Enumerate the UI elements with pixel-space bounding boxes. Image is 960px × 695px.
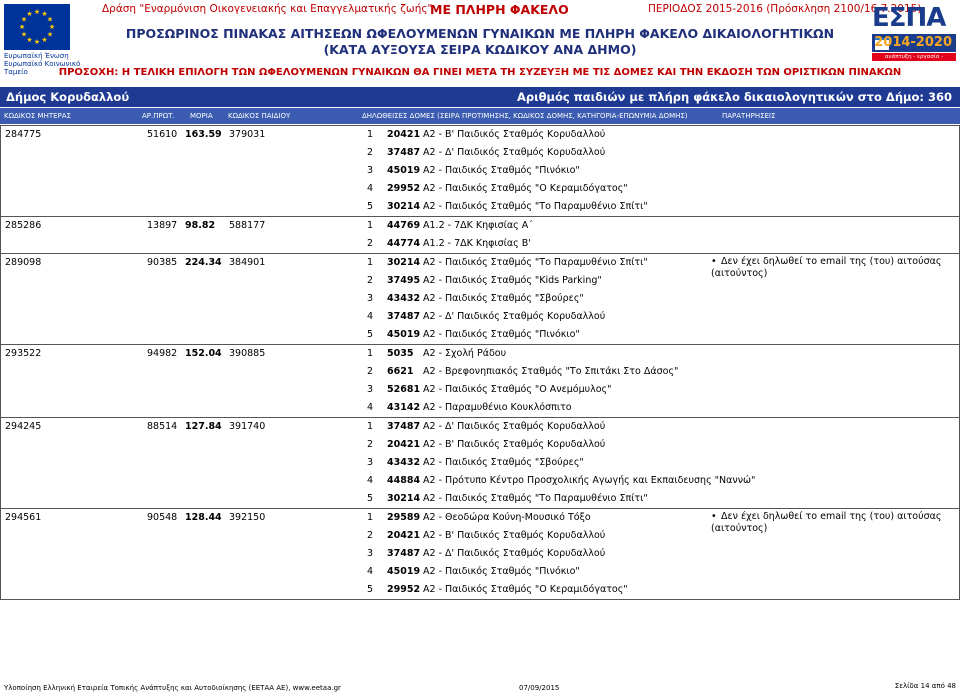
preference-rank: 2: [367, 366, 374, 377]
structure-name: Α2 - Δ' Παιδικός Σταθμός Κορυδαλλού: [423, 421, 606, 432]
preference-rank: 2: [367, 238, 374, 249]
preference-rank: 4: [367, 566, 374, 577]
child-code: 588177: [229, 220, 266, 231]
svg-text:★: ★: [46, 30, 54, 39]
structure-code: 45019: [387, 329, 421, 340]
table-row: [1, 418, 959, 436]
application-record: [1, 216, 959, 253]
score-value: 163.59: [185, 129, 222, 140]
structure-code: 29589: [387, 512, 421, 523]
preference-rank: 2: [367, 439, 374, 450]
protocol-number: 90548: [147, 512, 178, 523]
document-subtitle: (ΚΑΤΑ ΑΥΞΟΥΣΑ ΣΕΙΡΑ ΚΩΔΙΚΟΥ ΑΝΑ ΔΗΜΟ): [323, 42, 637, 57]
structure-name: Α2 - Παραμυθένιο Κουκλόσπιτο: [423, 402, 572, 413]
bullet-icon: •: [711, 256, 717, 267]
svg-text:★: ★: [20, 30, 28, 39]
espa-wordmark: ΕΣΠΑ: [872, 3, 946, 33]
preference-rank: 3: [367, 548, 374, 559]
structure-code: 20421: [387, 129, 421, 140]
col-protocol: ΑΡ.ΠΡΩΤ.: [142, 112, 175, 120]
applications-table: [0, 125, 960, 600]
structure-code: 29952: [387, 183, 421, 194]
structure-code: 44774: [387, 238, 421, 249]
structure-code: 44884: [387, 475, 421, 486]
structure-code: 30214: [387, 257, 421, 268]
preference-rank: 3: [367, 457, 374, 468]
svg-text:★: ★: [26, 36, 33, 44]
col-notes: ΠΑΡΑΤΗΡΗΣΕΙΣ: [722, 112, 776, 120]
period-label: ΠΕΡΙΟΔΟΣ 2015-2016 (Πρόσκληση 2100/16.7.2015): [648, 3, 922, 15]
application-record: [1, 344, 959, 417]
score-value: 224.34: [185, 257, 222, 268]
structure-code: 5035: [387, 348, 414, 359]
preference-rank: 1: [367, 257, 374, 268]
structure-name: Α2 - Παιδικός Σταθμός "Kids Parking": [423, 275, 602, 286]
preference-rank: 2: [367, 147, 374, 158]
svg-text:★: ★: [41, 36, 48, 44]
mother-code: 285286: [5, 220, 42, 231]
structure-code: 30214: [387, 201, 421, 212]
structure-code: 30214: [387, 493, 421, 504]
table-row: [1, 290, 959, 308]
remark-text: Δεν έχει δηλωθεί το email της (του) αιτούσας (αιτούντος): [711, 256, 942, 279]
table-column-headers: [0, 108, 960, 124]
preference-rank: 3: [367, 293, 374, 304]
svg-text:★: ★: [18, 23, 26, 31]
table-row: [1, 126, 959, 144]
application-record: [1, 417, 959, 508]
protocol-number: 94982: [147, 348, 178, 359]
structure-name: Α2 - Παιδικός Σταθμός "Σβούρες": [423, 293, 584, 304]
application-record: [1, 253, 959, 344]
document-title: ΠΡΟΣΩΡΙΝΟΣ ΠΙΝΑΚΑΣ ΑΙΤΗΣΕΩΝ ΩΦΕΛΟΥΜΕΝΩΝ ΓΥΝΑΙΚΩΝ ΜΕ ΠΛΗΡΗ ΦΑΚΕΛΟ ΔΙΚΑΙΟΛΟΓΗΤΙΚΩΝ: [125, 26, 835, 41]
footer-date: 07/09/2015: [519, 684, 560, 692]
eu-caption-line1: Ευρωπαϊκή Ένωση: [4, 52, 69, 60]
mother-code: 289098: [5, 257, 42, 268]
structure-name: Α2 - Β' Παιδικός Σταθμός Κορυδαλλού: [423, 129, 606, 140]
preference-rank: 4: [367, 475, 374, 486]
preference-rank: 4: [367, 402, 374, 413]
document-header: [0, 0, 960, 90]
structure-name: Α2 - Θεοδώρα Κούνη-Μουσικό Τόξο: [423, 512, 591, 523]
preference-rank: 5: [367, 329, 374, 340]
structure-code: 37487: [387, 548, 421, 559]
preference-rank: 4: [367, 311, 374, 322]
table-row: [1, 144, 959, 162]
preference-rank: 5: [367, 201, 374, 212]
structure-name: Α2 - Σχολή Ράδου: [423, 348, 507, 359]
svg-text:★: ★: [46, 15, 54, 24]
protocol-number: 51610: [147, 129, 178, 140]
mother-code: 294245: [5, 421, 42, 432]
structure-name: Α2 - Παιδικός Σταθμός "Ο Κεραμιδόγατος": [423, 584, 628, 595]
structure-code: 45019: [387, 566, 421, 577]
structure-code: 52681: [387, 384, 421, 395]
structure-name: Α1.2 - 7ΔΚ Κηφισίας Α΄: [423, 220, 533, 231]
mother-code: 294561: [5, 512, 42, 523]
table-row: [1, 563, 959, 581]
structure-name: Α2 - Παιδικός Σταθμός "Το Παραμυθένιο Σπίτι": [423, 257, 648, 268]
col-score: ΜΟΡΙΑ: [190, 112, 213, 120]
structure-code: 37487: [387, 147, 421, 158]
footer-company: Υλοποίηση Ελληνική Εταιρεία Τοπικής Ανάπτυξης και Αυτοδιοίκησης (ΕΕΤΑΑ ΑΕ), www.eetaa.gr: [4, 684, 341, 692]
child-code: 391740: [229, 421, 266, 432]
score-value: 127.84: [185, 421, 222, 432]
table-row: [1, 399, 959, 417]
preference-rank: 4: [367, 183, 374, 194]
preference-rank: 2: [367, 275, 374, 286]
preference-rank: 1: [367, 348, 374, 359]
table-row: [1, 217, 959, 235]
preference-rank: 1: [367, 512, 374, 523]
preference-rank: 3: [367, 165, 374, 176]
structure-code: 43432: [387, 293, 421, 304]
espa-years: 2014-2020: [874, 35, 952, 50]
preference-rank: 5: [367, 493, 374, 504]
structure-code: 43432: [387, 457, 421, 468]
table-row: [1, 198, 959, 216]
structure-name: Α2 - Παιδικός Σταθμός "Ο Κεραμιδόγατος": [423, 183, 628, 194]
child-code: 390885: [229, 348, 266, 359]
svg-text:★: ★: [41, 10, 48, 18]
table-row: [1, 326, 959, 344]
table-row: [1, 363, 959, 381]
structure-name: Α2 - Πρότυπο Κέντρο Προσχολικής Αγωγής και Εκπαιδευσης "Ναννώ": [423, 475, 756, 486]
table-row: [1, 381, 959, 399]
structure-code: 44769: [387, 220, 421, 231]
preference-rank: 1: [367, 129, 374, 140]
remarks-cell: [711, 511, 951, 535]
child-code: 392150: [229, 512, 266, 523]
espa-slogan: ανάπτυξη - εργασία - αλληλεγγύη: [872, 53, 956, 61]
espa-years-bar: [872, 34, 956, 52]
remarks-cell: [711, 256, 951, 280]
col-mother-code: ΚΩΔΙΚΟΣ ΜΗΤΕΡΑΣ: [4, 112, 71, 120]
structure-code: 43142: [387, 402, 421, 413]
structure-name: Α2 - Δ' Παιδικός Σταθμός Κορυδαλλού: [423, 147, 606, 158]
table-row: [1, 545, 959, 563]
structure-name: Α2 - Παιδικός Σταθμός "Ο Ανεμόμυλος": [423, 384, 612, 395]
structure-name: Α2 - Δ' Παιδικός Σταθμός Κορυδαλλού: [423, 311, 606, 322]
child-code: 384901: [229, 257, 266, 268]
application-record: [1, 125, 959, 216]
structure-name: Α2 - Παιδικός Σταθμός "Σβούρες": [423, 457, 584, 468]
structure-name: Α2 - Παιδικός Σταθμός "Πινόκιο": [423, 329, 580, 340]
structure-code: 6621: [387, 366, 414, 377]
svg-text:★: ★: [33, 8, 41, 16]
score-value: 128.44: [185, 512, 222, 523]
protocol-number: 88514: [147, 421, 178, 432]
table-row: [1, 180, 959, 198]
child-code: 379031: [229, 129, 266, 140]
table-row: [1, 454, 959, 472]
structure-name: Α2 - Β' Παιδικός Σταθμός Κορυδαλλού: [423, 439, 606, 450]
protocol-number: 13897: [147, 220, 178, 231]
children-count-label: Αριθμός παιδιών με πλήρη φάκελο δικαιολογητικών στο Δήμο: 360: [516, 90, 952, 104]
preference-rank: 1: [367, 220, 374, 231]
folder-status: ΜΕ ΠΛΗΡΗ ΦΑΚΕΛΟ: [430, 2, 569, 17]
table-row: [1, 162, 959, 180]
application-record: [1, 508, 959, 599]
col-child-code: ΚΩΔΙΚΟΣ ΠΑΙΔΙΟΥ: [228, 112, 291, 120]
municipality-bar: [0, 87, 960, 107]
col-structures: ΔΗΛΩΘΕΙΣΕΣ ΔΟΜΕΣ (ΣΕΙΡΑ ΠΡΟΤΙΜΗΣΗΣ, ΚΩΔΙΚΟΣ ΔΟΜΗΣ, ΚΑΤΗΓΟΡΙΑ-ΕΠΩΝΥΜΙΑ ΔΟΜΗΣ): [362, 112, 688, 120]
table-row: [1, 490, 959, 508]
structure-name: Α2 - Β' Παιδικός Σταθμός Κορυδαλλού: [423, 530, 606, 541]
structure-name: Α1.2 - 7ΔΚ Κηφισίας Β': [423, 238, 531, 249]
preference-rank: 3: [367, 384, 374, 395]
structure-code: 45019: [387, 165, 421, 176]
table-row: [1, 235, 959, 253]
structure-name: Α2 - Παιδικός Σταθμός "Το Παραμυθένιο Σπίτι": [423, 493, 648, 504]
municipality-name: Δήμος Κορυδαλλού: [6, 90, 130, 104]
structure-name: Α2 - Παιδικός Σταθμός "Πινόκιο": [423, 165, 580, 176]
svg-text:★: ★: [20, 15, 28, 24]
table-row: [1, 436, 959, 454]
structure-name: Α2 - Παιδικός Σταθμός "Πινόκιο": [423, 566, 580, 577]
table-row: [1, 345, 959, 363]
structure-code: 29952: [387, 584, 421, 595]
remark-text: Δεν έχει δηλωθεί το email της (του) αιτούσας (αιτούντος): [711, 511, 942, 534]
espa-logo: [872, 3, 956, 68]
mother-code: 284775: [5, 129, 42, 140]
preference-rank: 2: [367, 530, 374, 541]
structure-code: 20421: [387, 530, 421, 541]
protocol-number: 90385: [147, 257, 178, 268]
svg-text:★: ★: [48, 23, 56, 31]
program-name: Δράση "Εναρμόνιση Οικογενειακής και Επαγγελματικής ζωής": [102, 3, 433, 15]
bullet-icon: •: [711, 511, 717, 522]
preference-rank: 5: [367, 584, 374, 595]
svg-text:★: ★: [26, 10, 33, 18]
warning-notice: ΠΡΟΣΟΧΗ: Η ΤΕΛΙΚΗ ΕΠΙΛΟΓΗ ΤΩΝ ΩΦΕΛΟΥΜΕΝΩΝ ΓΥΝΑΙΚΩΝ ΘΑ ΓΙΝΕΙ ΜΕΤΑ ΤΗ ΣΥΖΕΥΞΗ ΜΕ ΤΙΣ ΔΟΜΕΣ ΚΑΙ ΤΗΝ ΕΚΔΟΣΗ ΤΩΝ ΟΡΙΣΤΙΚΩΝ ΠΙΝΑΚΩΝ: [58, 67, 902, 78]
score-value: 152.04: [185, 348, 222, 359]
eu-caption-line2: Ευρωπαϊκό Κοινωνικό Ταμείο: [4, 60, 81, 76]
footer-page-number: Σελίδα 14 από 48: [894, 682, 956, 690]
structure-code: 20421: [387, 439, 421, 450]
table-row: [1, 308, 959, 326]
structure-code: 37495: [387, 275, 421, 286]
structure-code: 37487: [387, 421, 421, 432]
structure-name: Α2 - Βρεφονηπιακός Σταθμός "Το Σπιτάκι Στο Δάσος": [423, 366, 679, 377]
table-row: [1, 581, 959, 599]
structure-name: Α2 - Παιδικός Σταθμός "Το Παραμυθένιο Σπίτι": [423, 201, 648, 212]
preference-rank: 1: [367, 421, 374, 432]
structure-name: Α2 - Δ' Παιδικός Σταθμός Κορυδαλλού: [423, 548, 606, 559]
score-value: 98.82: [185, 220, 216, 231]
structure-code: 37487: [387, 311, 421, 322]
table-row: [1, 472, 959, 490]
svg-text:★: ★: [33, 38, 41, 46]
mother-code: 293522: [5, 348, 42, 359]
